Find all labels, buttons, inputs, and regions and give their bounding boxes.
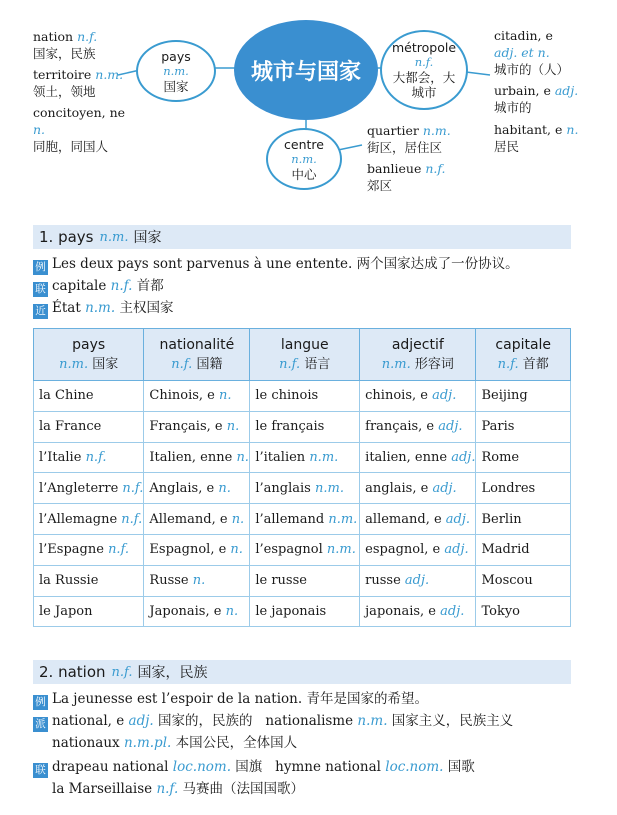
cell-text: le chinois [255, 388, 319, 404]
table-cell [360, 534, 476, 565]
cell-pos: n.m. [328, 511, 358, 527]
center-bubble: 城市与国家 [234, 20, 378, 120]
cell-text: anglais, e [365, 480, 429, 496]
table-row [34, 473, 571, 504]
cell-pos: n. [236, 449, 249, 465]
header-capitale: capitale n.f. 首都 [476, 329, 571, 381]
mm-urbain: urbain, e adj. 城市的 [494, 83, 579, 115]
cell-text: Moscou [481, 573, 533, 589]
cell-pos: n.m. [309, 449, 339, 465]
cell-pos: n. [230, 542, 243, 558]
cell-pos: n.m. [314, 480, 344, 496]
section-2-association-2: la Marseillaise n.f. 马赛曲（法国国歌） [52, 781, 305, 797]
cell-text: Berlin [481, 511, 522, 527]
cell-text: italien, enne [365, 449, 448, 465]
table-cell [360, 473, 476, 504]
table-cell [34, 565, 144, 596]
cell-text: Chinois, e [149, 388, 215, 404]
cell-text: espagnol, e [365, 542, 441, 558]
table-cell [360, 596, 476, 627]
cell-text: le russe [255, 573, 307, 589]
mm-nation: nation n.f. 国家，民族 [33, 29, 98, 61]
countries-table [33, 328, 571, 627]
table-cell [144, 504, 250, 535]
header-langue: langue n.f. 语言 [250, 329, 360, 381]
table-cell [250, 504, 360, 535]
table-cell [250, 534, 360, 565]
cell-text: Russe [149, 573, 189, 589]
table-cell [34, 381, 144, 412]
table-row [34, 534, 571, 565]
table-cell [250, 381, 360, 412]
table-cell [144, 565, 250, 596]
section-1-synonym: 近 État n.m. 主权国家 [33, 298, 173, 319]
mm-quartier: quartier n.m. 街区，居住区 [367, 123, 451, 155]
mm-citadin: citadin, e adj. et n. 城市的（人） [494, 28, 570, 77]
table-header-row [34, 329, 571, 381]
cell-text: l’allemand [255, 511, 325, 527]
cell-text: Beijing [481, 388, 528, 404]
cell-text: l’Allemagne [39, 511, 118, 527]
table-row [34, 565, 571, 596]
cell-pos: n. [231, 511, 245, 527]
mm-territoire: territoire n.m. 领土，领地 [33, 67, 124, 99]
cell-text: la Russie [39, 573, 99, 589]
table-cell [34, 411, 144, 442]
cell-text: Italien, enne [149, 449, 233, 465]
mm-banlieue: banlieue n.f. 郊区 [367, 161, 446, 193]
cell-text: le français [255, 419, 325, 435]
header-nationalite: nationalité n.f. 国籍 [144, 329, 250, 381]
table-cell [34, 534, 144, 565]
cell-pos: adj. [440, 603, 465, 619]
mm-concitoyen: concitoyen, ne n. 同胞，同国人 [33, 105, 126, 154]
cell-text: Londres [481, 480, 536, 496]
cell-text: allemand, e [365, 511, 442, 527]
cell-pos: n.f. [122, 480, 144, 496]
table-row [34, 442, 571, 473]
table-row [34, 411, 571, 442]
table-cell [144, 596, 250, 627]
cell-text: l’Angleterre [39, 480, 119, 496]
table-cell [34, 442, 144, 473]
table-cell [34, 473, 144, 504]
cell-pos: n.f. [108, 542, 130, 558]
table-cell [250, 473, 360, 504]
cell-text: japonais, e [365, 603, 436, 619]
table-cell [360, 411, 476, 442]
table-row [34, 381, 571, 412]
cell-text: la Chine [39, 388, 94, 404]
cell-text: l’Italie [39, 449, 82, 465]
table-cell [360, 504, 476, 535]
cell-text: le japonais [255, 603, 327, 619]
section-2-association-1: 联 drapeau national loc.nom. 国旗 hymne national loc.nom. 国歌 [33, 757, 475, 778]
table-cell [476, 473, 571, 504]
table-cell [476, 565, 571, 596]
table-cell [34, 504, 144, 535]
metropole-bubble: métropole n.f. 大都会，大 城市 [380, 30, 468, 110]
cell-text: l’Espagne [39, 542, 104, 558]
cell-pos: n.f. [85, 449, 107, 465]
table-cell [144, 534, 250, 565]
section-1-header: 1. pays n.m. 国家 [33, 225, 571, 249]
cell-text: l’anglais [255, 480, 311, 496]
cell-text: Anglais, e [149, 480, 215, 496]
table-cell [476, 534, 571, 565]
cell-text: le Japon [39, 603, 93, 619]
section-1-example: 例 Les deux pays sont parvenus à une entente. 两个国家达成了一份协议。 [33, 254, 519, 275]
table-cell [476, 504, 571, 535]
table-cell [34, 596, 144, 627]
cell-pos: adj. [438, 419, 463, 435]
cell-text: chinois, e [365, 388, 428, 404]
cell-pos: n.f. [121, 511, 143, 527]
cell-text: Espagnol, e [149, 542, 227, 558]
cell-pos: adj. [451, 449, 476, 465]
centre-bubble: centre n.m. 中心 [266, 128, 342, 190]
cell-pos: n. [226, 419, 240, 435]
cell-text: l’espagnol [255, 542, 323, 558]
table-cell [250, 442, 360, 473]
section-2-derivation-2: nationaux n.m.pl. 本国公民，全体国人 [52, 735, 298, 751]
mm-habitant: habitant, e n. 居民 [494, 122, 579, 154]
cell-text: russe [365, 573, 401, 589]
cell-pos: adj. [432, 388, 457, 404]
cell-text: français, e [365, 419, 435, 435]
table-cell [144, 473, 250, 504]
section-2-header: 2. nation n.f. 国家，民族 [33, 660, 571, 684]
table-row [34, 596, 571, 627]
table-cell [476, 596, 571, 627]
mind-map [0, 0, 617, 205]
cell-pos: n. [225, 603, 239, 619]
table-cell [250, 596, 360, 627]
header-pays: pays n.m. 国家 [34, 329, 144, 381]
cell-pos: adj. [432, 480, 457, 496]
table-cell [144, 411, 250, 442]
cell-text: l’italien [255, 449, 306, 465]
table-row [34, 504, 571, 535]
table-cell [250, 565, 360, 596]
cell-pos: adj. [444, 542, 469, 558]
cell-text: Paris [481, 419, 515, 435]
table-cell [250, 411, 360, 442]
cell-text: Français, e [149, 419, 223, 435]
table-cell [144, 442, 250, 473]
cell-text: Tokyo [481, 603, 521, 619]
table-cell [476, 411, 571, 442]
section-2-derivation-1: 派 national, e adj. 国家的，民族的 nationalisme n.m. 国家主义，民族主义 [33, 711, 513, 732]
table-cell [360, 381, 476, 412]
header-adjectif: adjectif n.m. 形容词 [360, 329, 476, 381]
cell-pos: n. [219, 388, 232, 404]
section-1-association: 联 capitale n.f. 首都 [33, 276, 164, 297]
section-2-example: 例 La jeunesse est l’espoir de la nation. 青年是国家的希望。 [33, 689, 428, 710]
table-cell [360, 565, 476, 596]
cell-pos: n. [218, 480, 231, 496]
cell-text: Japonais, e [149, 603, 222, 619]
cell-pos: adj. [445, 511, 471, 527]
table-cell [144, 381, 250, 412]
table-cell [476, 381, 571, 412]
cell-text: la France [39, 419, 102, 435]
cell-pos: n.m. [326, 542, 356, 558]
cell-pos: n. [192, 573, 206, 589]
table-cell [360, 442, 476, 473]
cell-text: Rome [481, 449, 520, 465]
table-cell [476, 442, 571, 473]
cell-text: Allemand, e [149, 511, 228, 527]
cell-text: Madrid [481, 542, 530, 558]
cell-pos: adj. [404, 573, 430, 589]
pays-bubble: pays n.m. 国家 [136, 40, 216, 102]
